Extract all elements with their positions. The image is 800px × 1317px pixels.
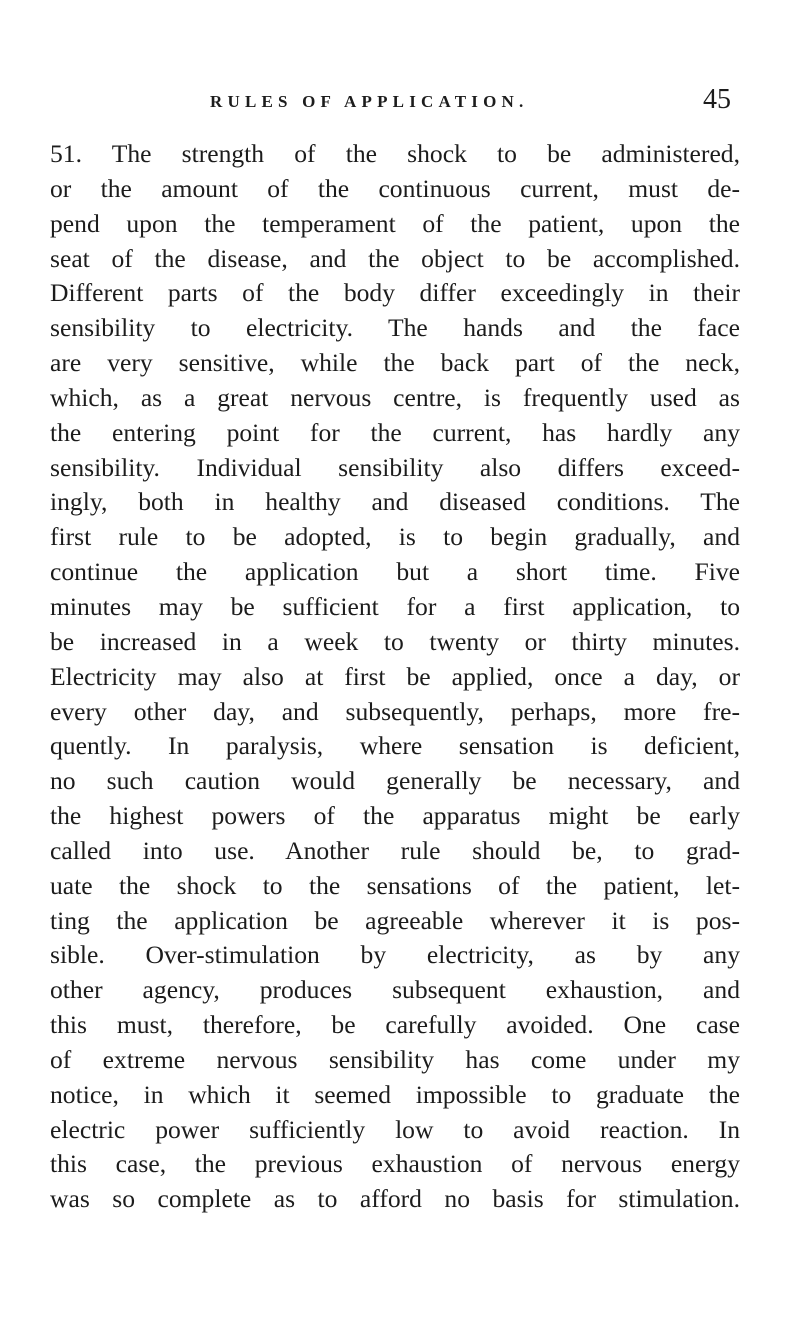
text-line: which, as a great nervous centre, is frequently used as (50, 382, 740, 412)
text-line: be increased in a week to twenty or thirty minutes. (50, 626, 740, 656)
text-line: ting the application be agreeable wherever it is pos- (50, 905, 740, 935)
text-line: every other day, and subsequently, perhaps, more fre- (50, 696, 740, 726)
text-line: other agency, produces subsequent exhaustion, and (50, 975, 740, 1005)
text-line: uate the shock to the sensations of the patient, let- (50, 870, 740, 900)
text-line: no such caution would generally be necessary, and (50, 766, 740, 796)
text-line: ingly, both in healthy and diseased conditions. The (50, 487, 740, 517)
text-line: sible. Over-stimulation by electricity, as by any (50, 940, 740, 970)
text-line: of extreme nervous sensibility has come under my (50, 1044, 740, 1074)
text-line: minutes may be sufficient for a first application, to (50, 591, 740, 621)
text-line: pend upon the temperament of the patient, upon the (50, 208, 740, 238)
page-number: 45 (703, 84, 731, 115)
text-line: continue the application but a short time. Five (50, 557, 740, 587)
text-line: was so complete as to afford no basis for stimulation. (50, 1184, 740, 1214)
text-line: sensibility. Individual sensibility also differs exceed- (50, 452, 740, 482)
text-line: electric power sufficiently low to avoid reaction. In (50, 1114, 740, 1144)
running-title: RULES OF APPLICATION. (210, 92, 529, 111)
text-line: or the amount of the continuous current, must de- (50, 173, 740, 203)
text-line: the highest powers of the apparatus might be early (50, 801, 740, 831)
text-line: called into use. Another rule should be, to grad- (50, 835, 740, 865)
text-line: are very sensitive, while the back part of the neck, (50, 348, 740, 378)
paragraph-51 (50, 137, 740, 1217)
text-line: sensibility to electricity. The hands and the face (50, 313, 740, 343)
text-line: first rule to be adopted, is to begin gradually, and (50, 522, 740, 552)
text-line: 51. The strength of the shock to be administered, (50, 139, 740, 168)
text-line: this case, the previous exhaustion of nervous energy (50, 1149, 740, 1179)
text-line: the entering point for the current, has hardly any (50, 417, 740, 447)
running-header (0, 84, 800, 124)
text-line: this must, therefore, be carefully avoided. One case (50, 1010, 740, 1040)
text-line: seat of the disease, and the object to be accomplished. (50, 243, 740, 273)
text-line: notice, in which it seemed impossible to graduate the (50, 1079, 740, 1109)
text-line: Different parts of the body differ exceedingly in their (50, 278, 740, 308)
text-line: Electricity may also at first be applied, once a day, or (50, 661, 740, 691)
text-line: quently. In paralysis, where sensation is deficient, (50, 731, 740, 761)
